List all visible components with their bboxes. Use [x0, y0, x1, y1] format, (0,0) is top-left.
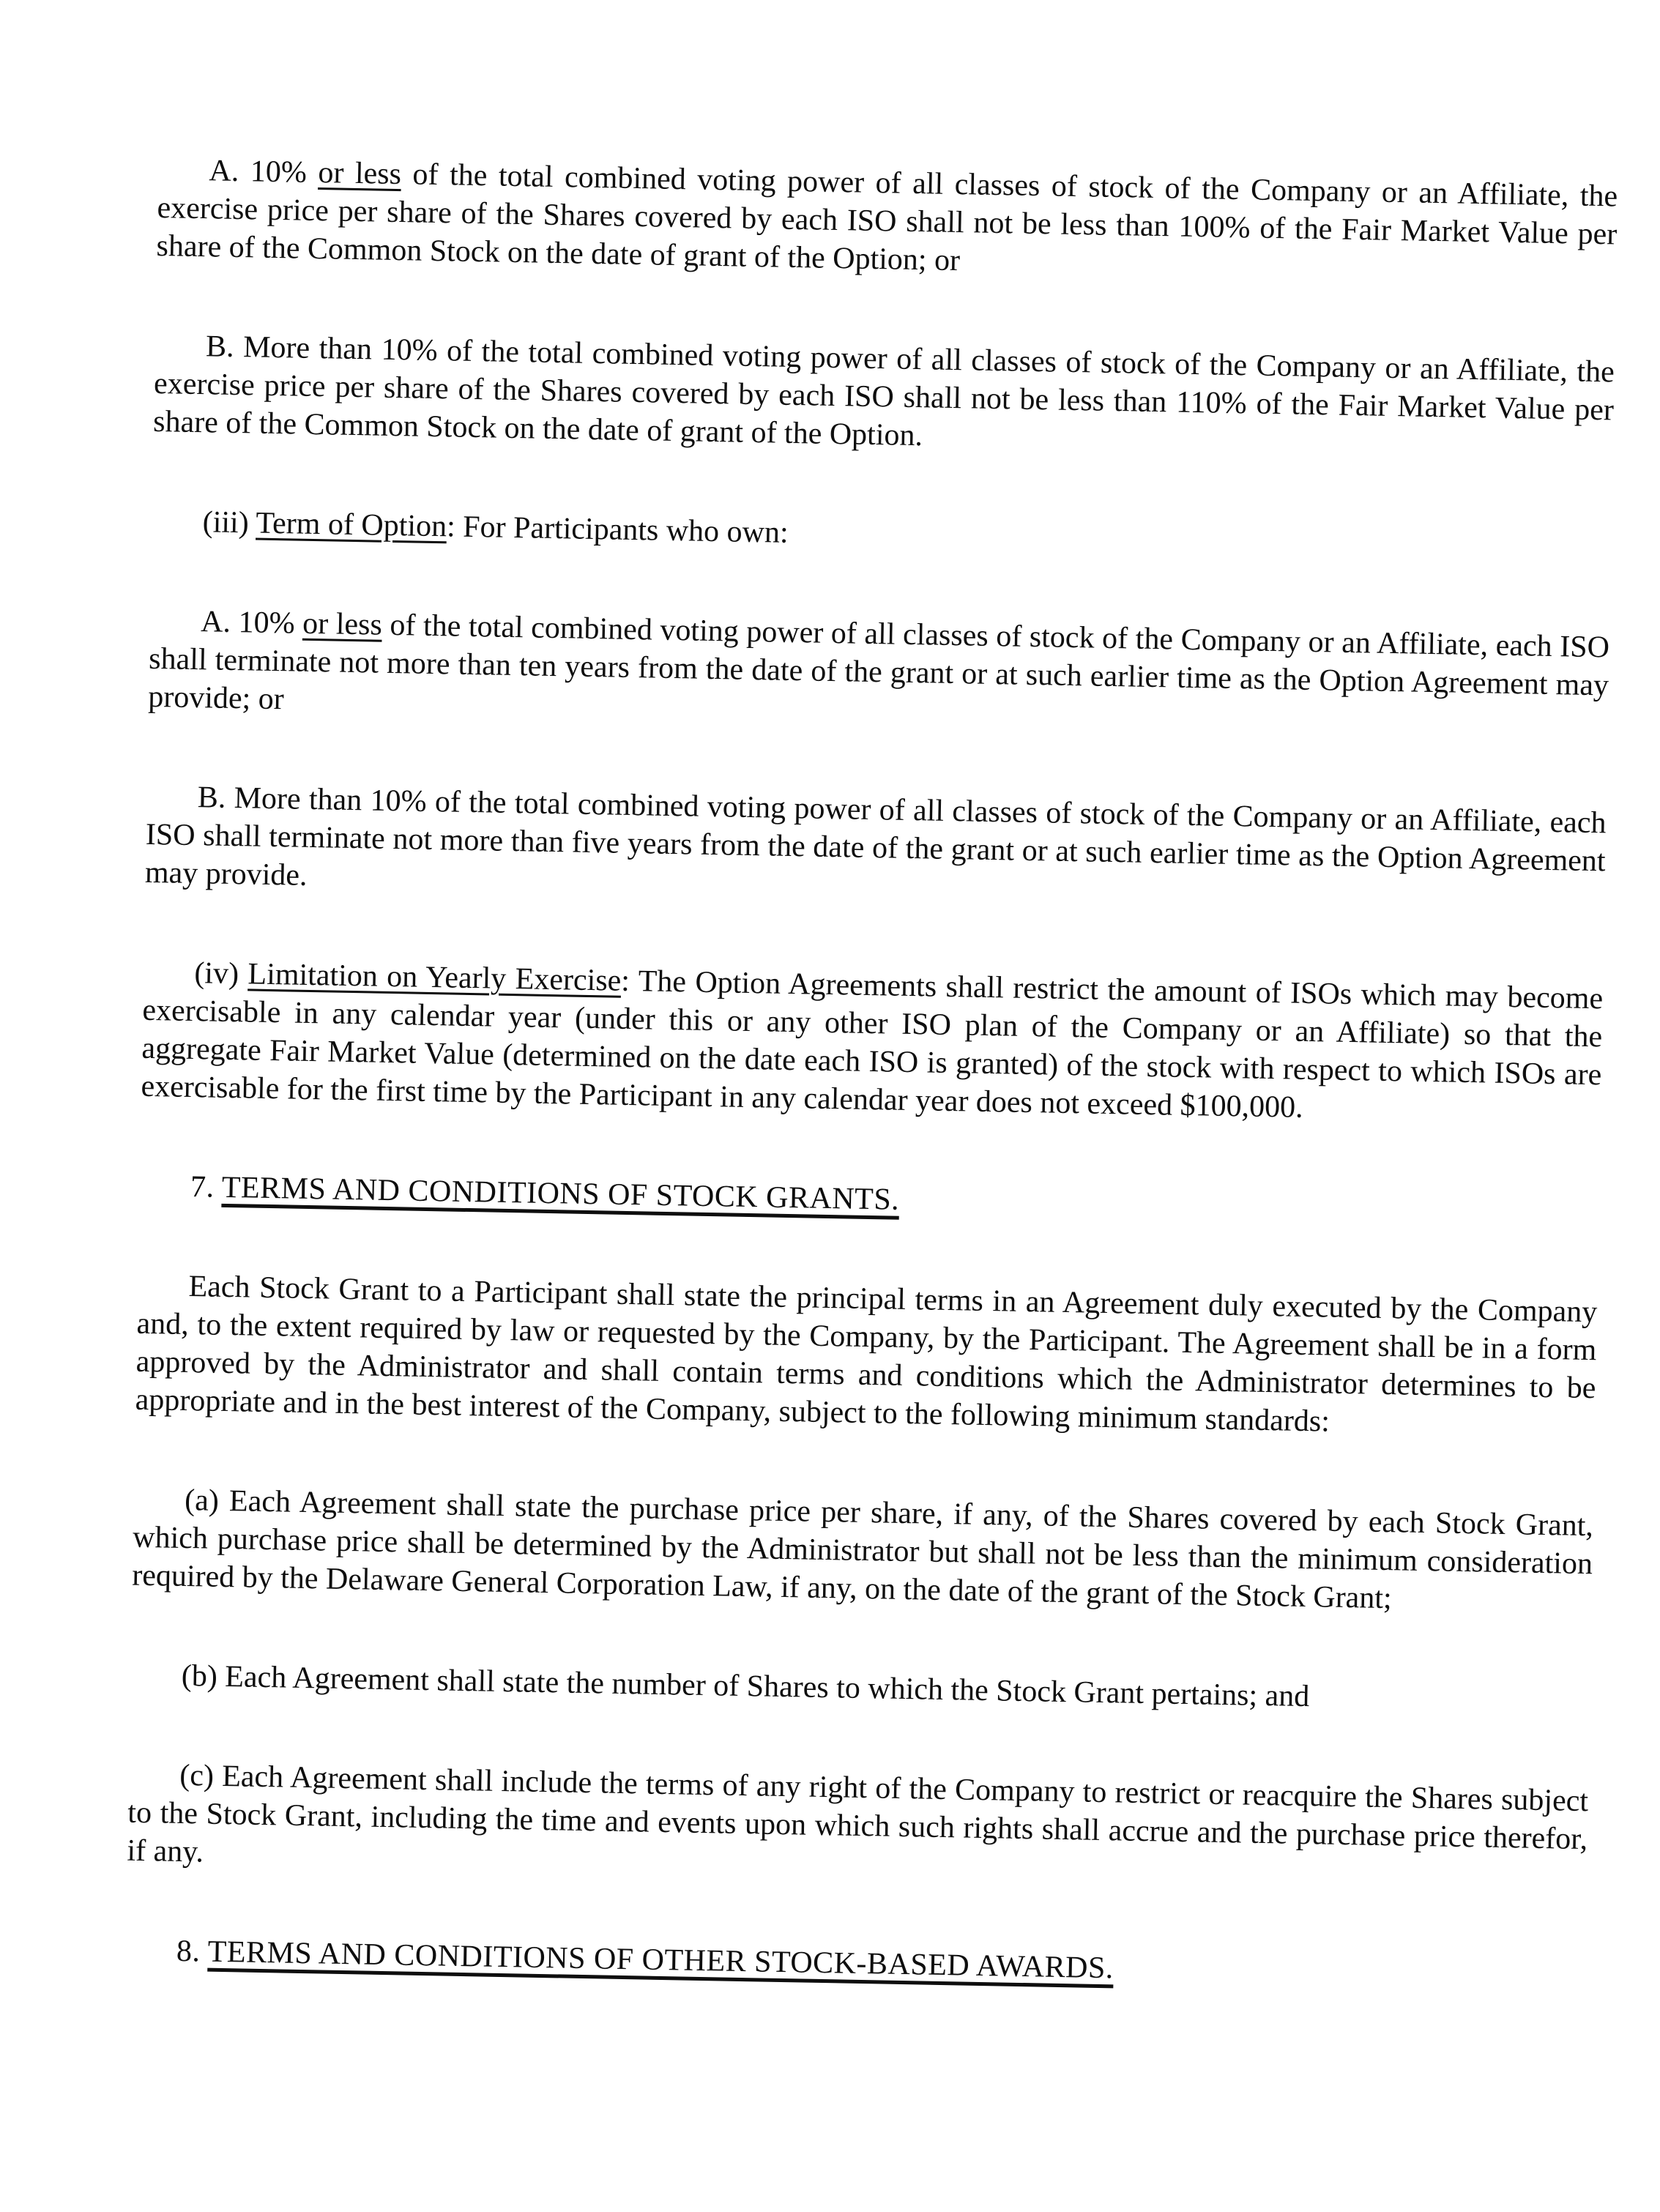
para-term-a-lead: A. 10%	[200, 605, 303, 641]
document-text-block	[124, 151, 1618, 2058]
para-stock-grant-intro-text: Each Stock Grant to a Participant shall state the principal terms in an Agreement duly executed by the Company and, to the extent required by law or requested by the Company, by the Participant. The Agreement shall be in a form approved by the Administrator and shall contain terms and conditions which the Administrator determines to be appropriate and in the best interest of the Company, subject to the following minimum standards:	[135, 1270, 1598, 1439]
heading-terms-other-stock-awards-number: 8.	[176, 1934, 209, 1969]
heading-terms-stock-grants-title: TERMS AND CONDITIONS OF STOCK GRANTS.	[221, 1170, 900, 1217]
subheading-term-of-option-lead: (iii)	[202, 505, 256, 540]
subheading-term-of-option-underlined-term: Term of Option	[256, 506, 447, 544]
para-restrict-reacquire	[127, 1756, 1589, 1897]
para-purchase-price-text: (a) Each Agreement shall state the purchase price per share, if any, of the Shares covered by each Stock Grant, which purchase price shall be determined by the Administrator but shall not be less than the minimum consideration required by the Delaware General Corporation Law, if any, on the date of the grant of the Stock Grant;	[131, 1483, 1594, 1616]
para-limitation-rest: : The Option Agreements shall restrict the amount of ISOs which may become exercisable in any calendar year (under this or any other ISO plan of the Company or an Affiliate) so that the aggregate Fair Market Value (determined on the date each ISO is granted) of the stock with respect to which ISOs are exercisable for the first time by the Participant in any calendar year does not exceed $100,000.	[141, 964, 1604, 1125]
heading-terms-stock-grants-number: 7.	[190, 1170, 223, 1204]
para-limitation-underlined-term: Limitation on Yearly Exercise	[247, 957, 622, 998]
para-term-a-underlined-term: or less	[302, 606, 383, 642]
heading-terms-stock-grants	[139, 1167, 1600, 1232]
para-voting-power-a	[156, 151, 1618, 292]
para-voting-power-a-lead: A. 10%	[209, 154, 319, 190]
subheading-term-of-option	[151, 502, 1612, 567]
para-term-b	[144, 778, 1607, 919]
para-voting-power-a-underlined-term: or less	[318, 156, 402, 192]
para-voting-power-b-text: B. More than 10% of the total combined voting power of all classes of stock of the Company or an Affiliate, the exercise price per share of the Shares covered by each ISO shall not be less than 110% of the Fair Market Value per share of the Common Stock on the date of grant of the Option.	[152, 329, 1615, 453]
para-term-a-rest: of the total combined voting power of all classes of stock of the Company or an Affiliate, each ISO shall terminate not more than ten years from the date of the grant or at such earlier time as the Option Agreement may provide; or	[147, 608, 1610, 717]
heading-terms-other-stock-awards-title: TERMS AND CONDITIONS OF OTHER STOCK-BASED AWARDS.	[207, 1934, 1114, 1986]
para-limitation-lead: (iv)	[194, 956, 248, 991]
para-purchase-price	[132, 1481, 1594, 1622]
para-limitation-yearly-exercise	[141, 953, 1603, 1133]
para-number-of-shares-text: (b) Each Agreement shall state the number of Shares to which the Stock Grant pertains; and	[181, 1658, 1310, 1714]
para-term-a	[148, 602, 1610, 743]
para-restrict-reacquire-text: (c) Each Agreement shall include the terms of any right of the Company to restrict or reacquire the Shares subject to the Stock Grant, including the time and events upon which such rights shall accrue and the purchase price therefor, if any.	[127, 1758, 1589, 1869]
para-voting-power-a-rest: of the total combined voting power of all classes of stock of the Company or an Affiliate, the exercise price per share of the Shares covered by each ISO shall not be less than 100% of the Fair Market Value per share of the Common Stock on the date of grant of the Option; or	[156, 157, 1618, 278]
para-term-b-text: B. More than 10% of the total combined voting power of all classes of stock of the Company or an Affiliate, each ISO shall terminate not more than five years from the date of the grant or at such earlier time as the Option Agreement may provide.	[144, 781, 1607, 893]
para-number-of-shares	[130, 1656, 1590, 1721]
para-voting-power-b	[153, 327, 1615, 468]
heading-terms-other-stock-awards	[124, 1932, 1585, 1997]
para-stock-grant-intro	[135, 1267, 1597, 1446]
subheading-term-of-option-rest: : For Participants who own:	[446, 510, 789, 550]
